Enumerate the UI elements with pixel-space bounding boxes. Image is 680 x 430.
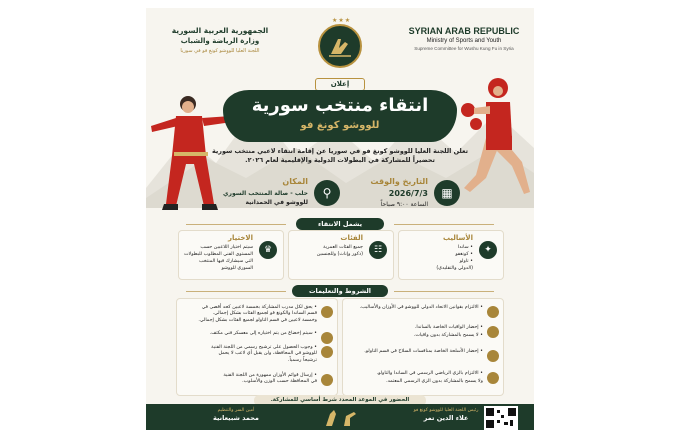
list-item: السوري للووشو xyxy=(221,266,253,271)
intro-text xyxy=(202,147,478,165)
list-item: جميع الفئات العمرية xyxy=(323,245,363,250)
president-name: علاء الدين تمر xyxy=(423,414,469,422)
date-label: التاريخ والوقت xyxy=(370,177,428,186)
coach-icon xyxy=(321,306,333,318)
page-subtitle: للووشو كونغ فو xyxy=(300,120,380,131)
divider-line xyxy=(394,291,494,292)
conditions-left-box xyxy=(176,298,338,396)
page-title: انتقاء منتخب سورية xyxy=(251,95,429,116)
intro-line-2: تحضيراً للمشاركة في البطولات الدولية والإقليمية لعام ٢٠٢٦. xyxy=(245,156,435,164)
date-value: 2026/7/3 xyxy=(388,189,428,198)
secretary-title: أمين السر والتنظيم xyxy=(217,408,255,413)
document-icon xyxy=(321,346,333,358)
categories-heading: الفئات xyxy=(340,234,363,242)
condition-item: • إحضار الواقيات الخاصة بالساندا. xyxy=(345,325,499,339)
categories-list xyxy=(291,244,363,258)
list-item: سيتم اختيار اللاعبين حسب xyxy=(200,245,253,250)
attendance-note: الحضور في الموعد المحدد شرط أساسي للمشاركة. xyxy=(254,395,426,406)
selection-heading: يشمل الانتقاء xyxy=(296,218,384,230)
condition-item: • إحضار الأسلحة الخاصة بمنافسات السلاح في قسم التاولو. xyxy=(345,349,499,363)
list-item: (الدولي والتقليدي) xyxy=(436,266,473,271)
committee-name-en: Supreme Committee for Wushu Kung Fu in Syria xyxy=(414,46,514,51)
place-line-1: حلب - صالة المنتخب السوري xyxy=(223,190,308,197)
scale-icon xyxy=(487,306,499,318)
conditions-right-box xyxy=(342,298,504,396)
location-pin-icon: ⚲ xyxy=(314,180,340,206)
place-line-2: للووشو في الحمدانية xyxy=(245,199,308,206)
divider-line xyxy=(186,224,286,225)
conditions-heading: الشروط والتعليمات xyxy=(292,285,388,297)
fist-salute-icon xyxy=(320,26,360,66)
announcement-poster xyxy=(146,8,534,430)
list-item: • كونغفو xyxy=(455,252,473,257)
selection-styles xyxy=(398,230,504,280)
condition-item: • إرسال قوائم الأوزان ممهورة من اللجنة الفنية في المحافظة حسب الوزن والأسلوب. xyxy=(179,373,333,389)
condition-item: • الالتزام بالزي الرياضي الرسمي في الساندا والتاولو. xyxy=(345,371,499,385)
header-english xyxy=(396,26,532,51)
choice-list xyxy=(181,244,253,272)
place-label: المكان xyxy=(282,177,308,186)
ministry-name-en: Ministry of Sports and Youth xyxy=(426,38,502,44)
place-card xyxy=(222,176,340,216)
condition-item: ولا يسمح بالمشاركة بدون الزي الرسمي المعتمد. xyxy=(386,379,483,384)
time-value: الساعة ٩:٠٠ صباحاً xyxy=(380,201,428,208)
fighter-icon: ✦ xyxy=(479,241,497,259)
header-arabic xyxy=(150,26,290,54)
fighters-silhouette-icon xyxy=(320,406,360,428)
calendar-icon: ▦ xyxy=(434,180,460,206)
list-icon xyxy=(321,374,333,386)
trophy-icon: ♛ xyxy=(259,241,277,259)
weapon-icon xyxy=(487,350,499,362)
president-title: رئيس اللجنة العليا للووشو كونغ فو xyxy=(413,408,479,413)
condition-item: • سيتم إخضاع من يتم اختياره إلى معسكر فني مكثف. xyxy=(179,331,333,341)
qr-code[interactable] xyxy=(484,406,518,430)
committee-logo xyxy=(318,24,362,68)
condition-item: • وجوب الحصول على ترشيح رسمي من اللجنة الفنية للووشو في المحافظة، ولن يقبل أي لاعب لا يحمل ترشيحاً رسمياً. xyxy=(179,345,333,367)
styles-list xyxy=(401,244,473,272)
divider-line xyxy=(394,224,494,225)
country-name-ar: الجمهورية العربية السورية xyxy=(171,26,269,35)
secretary-signature xyxy=(186,408,286,422)
list-item: • تاولو xyxy=(459,259,473,264)
selection-columns xyxy=(178,230,504,280)
ministry-name-ar: وزارة الرياضة والشباب xyxy=(180,37,260,45)
list-item: (ذكور وإناث) وللجنسين xyxy=(316,252,363,257)
selection-choice xyxy=(178,230,284,280)
announcement-label: إعلان xyxy=(315,78,365,91)
intro-line-1: تعلن اللجنة العليا للووشو كونغ فو في سوريا عن إقامة انتقاء لاعبي منتخب سورية xyxy=(212,147,468,155)
condition-item: • يحق لكل مدرب المشاركة بخمسة لاعبين كحد أقصى في قسم الساندا والكونغ فو لجميع الفئات بشكل إجمالي. وخمسة لاعبين في قسم التاولو لجميع الفئات بشكل إجمالي. xyxy=(179,305,333,327)
camp-icon xyxy=(321,332,333,344)
condition-item: • لا يسمح بالمشاركة بدون واقيات. xyxy=(413,333,483,338)
country-name-en: SYRIAN ARAB REPUBLIC xyxy=(408,26,520,36)
list-item: التي سيشارك فيها المنتخب xyxy=(199,259,253,264)
list-item: • ساندا xyxy=(457,245,473,250)
logo-stars-icon: ★★★ xyxy=(332,17,352,24)
secretary-name: محمد شبيعانية xyxy=(213,414,259,422)
selection-categories xyxy=(288,230,394,280)
committee-name-ar: اللجنة العليا للووشو كونغ فو في سوريا xyxy=(180,48,260,54)
styles-heading: الأساليب xyxy=(442,234,473,242)
date-card xyxy=(342,176,460,216)
list-item: المستوى الفني المطلوب للبطولات xyxy=(183,252,253,257)
condition-item: • الالتزام بقوانين الاتحاد الدولي للووشو في الأوزان والأساليب. xyxy=(345,305,499,319)
choice-heading: الاختيار xyxy=(227,234,253,242)
divider-line xyxy=(186,291,286,292)
group-icon: ☷ xyxy=(369,241,387,259)
